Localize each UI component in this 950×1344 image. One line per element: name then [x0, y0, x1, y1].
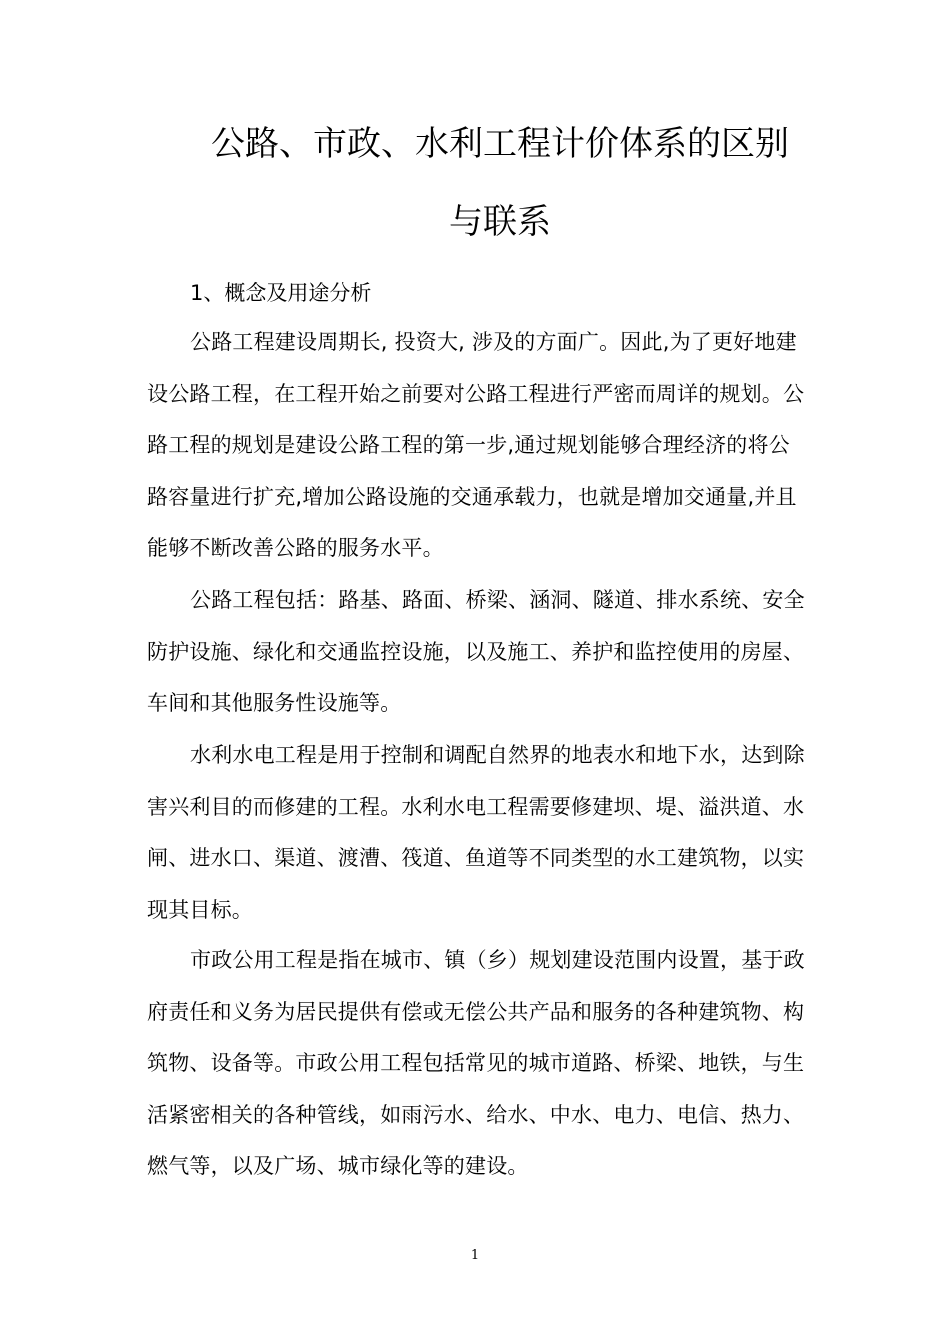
paragraph-water-conservancy: 水利水电工程是用于控制和调配自然界的地表水和地下水，达到除害兴利目的而修建的工程。水利水电工程需要修建坝、堤、溢洪道、水闸、进水口、渠道、渡漕、筏道、鱼道等不同类型的水工建筑物，以实现其目标。: [147, 743, 805, 922]
document-title-line-2: 与联系: [449, 202, 551, 242]
section-heading: 1、概念及用途分析: [190, 281, 372, 305]
paragraph-municipal-works: 市政公用工程是指在城市、镇（乡）规划建设范围内设置，基于政府责任和义务为居民提供有偿或无偿公共产品和服务的各种建筑物、构筑物、设备等。市政公用工程包括常见的城市道路、桥梁、地铁，与生活紧密相关的各种管线，如雨污水、给水、中水、电力、电信、热力、燃气等，以及广场、城市绿化等的建设。: [147, 948, 805, 1178]
paragraph-highway-components: 公路工程包括：路基、路面、桥梁、涵洞、隧道、排水系统、安全防护设施、绿化和交通监控设施，以及施工、养护和监控使用的房屋、车间和其他服务性设施等。: [147, 588, 805, 715]
page-number: 1: [470, 1248, 480, 1263]
document-title-line-1: 公路、市政、水利工程计价体系的区别: [211, 124, 789, 164]
paragraph-highway-overview: 公路工程建设周期长, 投资大, 涉及的方面广。因此,为了更好地建设公路工程，在工程开始之前要对公路工程进行严密而周详的规划。公路工程的规划是建设公路工程的第一步,通过规划能够合理经济的将公路容量进行扩充,增加公路设施的交通承载力，也就是增加交通量,并且能够不断改善公路的服务水平。: [147, 330, 805, 560]
